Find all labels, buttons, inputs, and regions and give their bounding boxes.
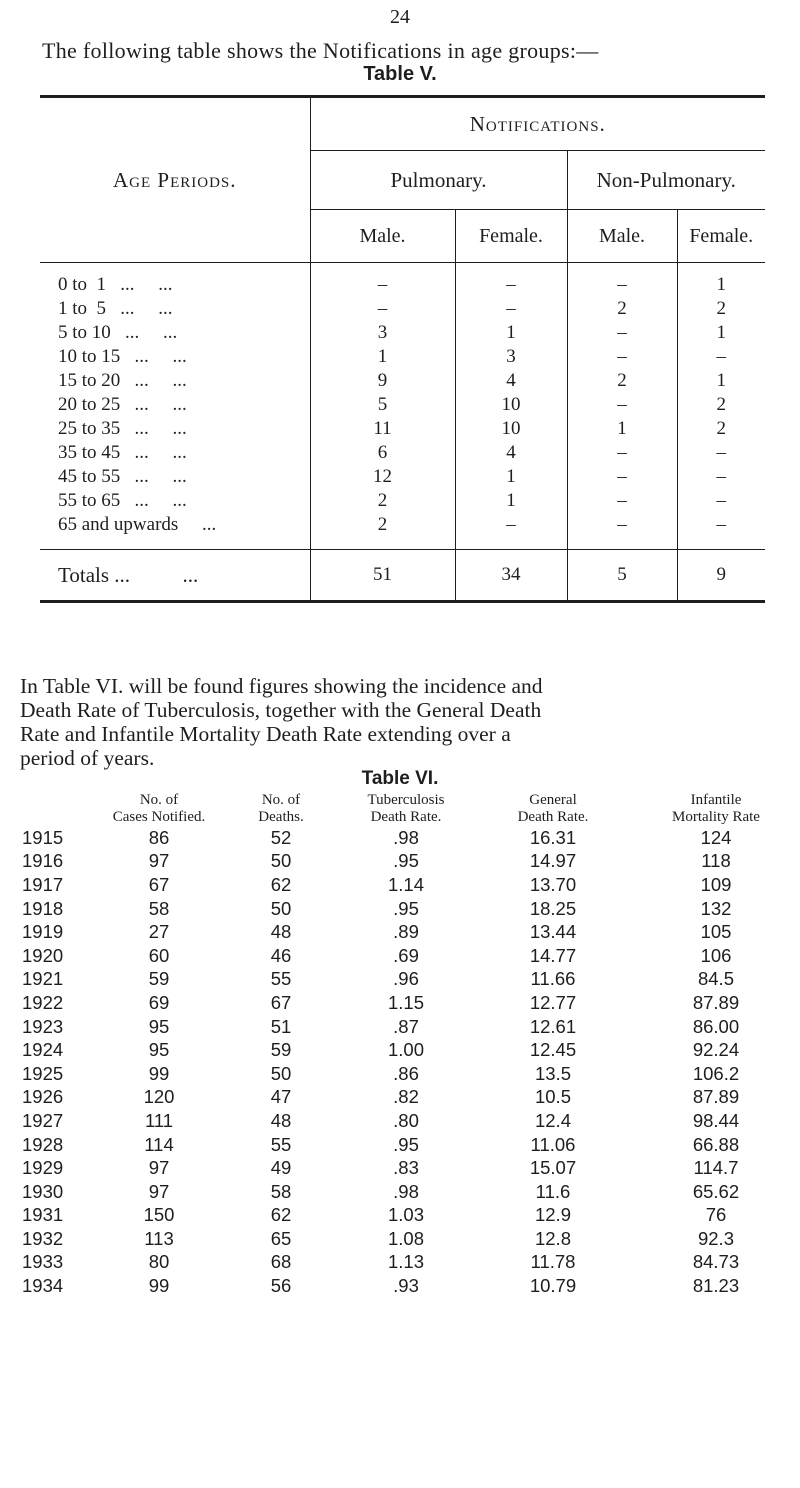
deaths: 55 <box>270 1133 292 1155</box>
non-pulmonary-female: 2 <box>677 297 765 321</box>
non-pulmonary-female: 1 <box>677 321 765 345</box>
deaths: 55 <box>270 968 292 990</box>
deaths: 67 <box>270 991 292 1013</box>
tuberculosis-death-rate: 1.03 <box>387 1204 424 1226</box>
table-v-title: Table V. <box>363 63 437 85</box>
deaths: 59 <box>270 1039 292 1061</box>
non-pulmonary-header: Non-Pulmonary. <box>567 151 765 210</box>
year: 1929 <box>22 1157 64 1179</box>
year-header <box>16 792 98 826</box>
cases-notified: 86 <box>148 826 170 848</box>
table-row <box>16 920 796 944</box>
pulmonary-female: 1 <box>455 489 567 513</box>
infantile-mortality-rate: 87.89 <box>692 1086 740 1108</box>
pulmonary-female: 4 <box>455 441 567 465</box>
table-vi <box>16 792 796 1298</box>
pulmonary-female: – <box>455 297 567 321</box>
table-row <box>16 897 796 921</box>
non-pulmonary-female: – <box>677 465 765 489</box>
table-row <box>16 1156 796 1180</box>
non-pulmonary-male: 1 <box>567 417 677 441</box>
totals-non-pulmonary-male: 5 <box>567 550 677 602</box>
general-death-rate: 14.77 <box>529 944 577 966</box>
deaths: 65 <box>270 1227 292 1249</box>
deaths: 56 <box>270 1275 292 1297</box>
pulmonary-male: 2 <box>310 489 455 513</box>
table-row <box>16 1015 796 1039</box>
table-vi-intro-paragraph <box>20 674 768 770</box>
pulmonary-male: 1 <box>310 345 455 369</box>
infantile-mortality-rate: 98.44 <box>692 1109 740 1131</box>
infantile-mortality-rate: 81.23 <box>692 1275 740 1297</box>
table-row <box>16 1227 796 1251</box>
year: 1926 <box>22 1086 64 1108</box>
deaths: 50 <box>270 850 292 872</box>
cases-notified: 150 <box>143 1204 175 1226</box>
year: 1931 <box>22 1204 64 1226</box>
notifications-header: Notifications. <box>310 97 765 151</box>
table-row <box>40 393 765 417</box>
general-death-rate: 12.8 <box>534 1227 571 1249</box>
non-pulmonary-male: 2 <box>567 369 677 393</box>
infantile-mortality-rate: 92.24 <box>692 1039 740 1061</box>
table-row <box>40 369 765 393</box>
tuberculosis-death-rate: .87 <box>393 1015 419 1037</box>
table-row <box>16 873 796 897</box>
pulmonary-male: 6 <box>310 441 455 465</box>
non-pulmonary-male: – <box>567 345 677 369</box>
infantile-mortality-rate: 105 <box>700 921 732 943</box>
year: 1932 <box>22 1227 64 1249</box>
infantile-mortality-rate: 118 <box>701 850 731 872</box>
table-row <box>40 441 765 465</box>
tuberculosis-death-rate: 1.08 <box>387 1227 424 1249</box>
cases-notified: 60 <box>148 944 170 966</box>
deaths: 50 <box>270 1062 292 1084</box>
cases-notified: 67 <box>148 873 170 895</box>
cases-notified: 114 <box>144 1133 174 1155</box>
infantile-mortality-rate: 86.00 <box>692 1015 740 1037</box>
cases-notified: 120 <box>143 1086 175 1108</box>
cases-notified: 99 <box>148 1275 170 1297</box>
non-pulmonary-male: – <box>567 489 677 513</box>
age-period: 35 to 45 ... ... <box>58 442 187 463</box>
table-row <box>16 850 796 874</box>
table-row <box>16 1251 796 1275</box>
deaths: 58 <box>270 1180 292 1202</box>
pulmonary-female: 10 <box>455 393 567 417</box>
general-death-rate: 10.79 <box>529 1275 577 1297</box>
infantile-mortality-rate: 106.2 <box>692 1062 740 1084</box>
cases-notified: 80 <box>148 1251 170 1273</box>
general-death-rate: 15.07 <box>529 1157 577 1179</box>
age-period: 1 to 5 ... ... <box>58 298 173 319</box>
non-pulmonary-male: – <box>567 263 677 298</box>
table-row <box>16 1109 796 1133</box>
age-period: 10 to 15 ... ... <box>58 346 187 367</box>
deaths: 62 <box>270 1204 292 1226</box>
table-row <box>16 826 796 850</box>
spacer-cell <box>310 537 455 550</box>
infantile-mortality-rate: 87.89 <box>692 991 740 1013</box>
pulmonary-male: – <box>310 263 455 298</box>
pulmonary-header: Pulmonary. <box>310 151 567 210</box>
pulmonary-female: 3 <box>455 345 567 369</box>
general-death-rate-header: General Death Rate. <box>517 792 589 825</box>
table-row <box>40 417 765 441</box>
totals-pulmonary-female: 34 <box>455 550 567 602</box>
cases-notified: 97 <box>148 850 170 872</box>
cases-notified-header: No. of Cases Notified. <box>112 792 206 825</box>
non-pulmonary-male: – <box>567 465 677 489</box>
year: 1919 <box>22 921 64 943</box>
non-pulmonary-female: 2 <box>677 417 765 441</box>
non-pulmonary-female: – <box>677 345 765 369</box>
table-row <box>16 1062 796 1086</box>
non-pulmonary-female: – <box>677 489 765 513</box>
table-row <box>16 1180 796 1204</box>
infantile-mortality-rate-header: Infantile Mortality Rate <box>672 792 760 825</box>
infantile-mortality-rate: 65.62 <box>692 1180 740 1202</box>
table-row <box>16 1274 796 1298</box>
table-row <box>40 345 765 369</box>
page-number: 24 <box>390 6 410 28</box>
cases-notified: 69 <box>148 991 170 1013</box>
pulmonary-female-header: Female. <box>455 210 567 263</box>
cases-notified: 113 <box>144 1227 174 1249</box>
table-row <box>40 513 765 537</box>
year: 1918 <box>22 897 64 919</box>
table-row <box>16 1204 796 1228</box>
infantile-mortality-rate: 114.7 <box>693 1157 739 1179</box>
tuberculosis-death-rate: .86 <box>393 1062 419 1084</box>
tuberculosis-death-rate: 1.14 <box>387 873 424 895</box>
table-row <box>16 1133 796 1157</box>
year: 1922 <box>22 991 64 1013</box>
pulmonary-male: 2 <box>310 513 455 537</box>
age-period: 5 to 10 ... ... <box>58 322 178 343</box>
non-pulmonary-female: – <box>677 513 765 537</box>
spacer-cell <box>677 537 765 550</box>
table-v <box>40 95 765 603</box>
non-pulmonary-male: 2 <box>567 297 677 321</box>
age-periods-header: Age Periods. <box>40 97 310 263</box>
deaths: 62 <box>270 873 292 895</box>
table-row <box>16 1038 796 1062</box>
spacer-row <box>40 537 765 550</box>
year: 1928 <box>22 1133 64 1155</box>
tuberculosis-death-rate: .95 <box>393 850 419 872</box>
cases-notified: 27 <box>148 921 170 943</box>
general-death-rate: 13.5 <box>534 1062 571 1084</box>
deaths: 50 <box>270 897 292 919</box>
infantile-mortality-rate: 84.5 <box>697 968 734 990</box>
year: 1921 <box>22 968 64 990</box>
table-row <box>16 991 796 1015</box>
pulmonary-female: – <box>455 513 567 537</box>
deaths: 47 <box>270 1086 292 1108</box>
table-row <box>40 489 765 513</box>
table-row <box>16 1086 796 1110</box>
non-pulmonary-male: – <box>567 513 677 537</box>
non-pulmonary-male: – <box>567 441 677 465</box>
infantile-mortality-rate: 106 <box>700 944 732 966</box>
year: 1925 <box>22 1062 64 1084</box>
infantile-mortality-rate: 84.73 <box>692 1251 740 1273</box>
year: 1933 <box>22 1251 64 1273</box>
tuberculosis-death-rate: .95 <box>393 897 419 919</box>
spacer-cell <box>40 537 310 550</box>
general-death-rate: 12.9 <box>534 1204 571 1226</box>
cases-notified: 99 <box>148 1062 170 1084</box>
year: 1930 <box>22 1180 64 1202</box>
infantile-mortality-rate: 92.3 <box>697 1227 734 1249</box>
year: 1920 <box>22 944 64 966</box>
cases-notified: 95 <box>148 1015 170 1037</box>
age-period: 45 to 55 ... ... <box>58 466 187 487</box>
deaths: 68 <box>270 1251 292 1273</box>
cases-notified: 58 <box>148 897 170 919</box>
pulmonary-male: 9 <box>310 369 455 393</box>
non-pulmonary-male: – <box>567 393 677 417</box>
non-pulmonary-female: 2 <box>677 393 765 417</box>
paragraph-line: period of years. <box>20 746 155 770</box>
table-row <box>16 944 796 968</box>
pulmonary-male-header: Male. <box>310 210 455 263</box>
non-pulmonary-female-header: Female. <box>677 210 765 263</box>
pulmonary-male: 11 <box>310 417 455 441</box>
tuberculosis-death-rate: 1.15 <box>387 991 424 1013</box>
year: 1923 <box>22 1015 64 1037</box>
paragraph-line: Death Rate of Tuberculosis, together with the General Death <box>20 698 542 722</box>
pulmonary-female: – <box>455 263 567 298</box>
pulmonary-male: 3 <box>310 321 455 345</box>
tuberculosis-death-rate: .98 <box>393 826 419 848</box>
deaths: 48 <box>270 921 292 943</box>
infantile-mortality-rate: 66.88 <box>692 1133 740 1155</box>
tuberculosis-death-rate: .89 <box>393 921 419 943</box>
general-death-rate: 16.31 <box>529 826 577 848</box>
totals-row <box>40 550 765 602</box>
tuberculosis-death-rate: .69 <box>393 944 419 966</box>
year: 1934 <box>22 1275 64 1297</box>
age-period: 55 to 65 ... ... <box>58 490 187 511</box>
year: 1924 <box>22 1039 64 1061</box>
general-death-rate: 11.66 <box>530 968 576 990</box>
deaths-header: No. of Deaths. <box>258 792 304 825</box>
deaths: 49 <box>270 1157 292 1179</box>
general-death-rate: 11.6 <box>535 1180 571 1202</box>
age-period: 65 and upwards ... <box>58 514 217 535</box>
tuberculosis-death-rate: .83 <box>393 1157 419 1179</box>
table-vi-title: Table VI. <box>361 768 439 789</box>
totals-label: Totals ... ... <box>40 550 310 602</box>
paragraph-line: Rate and Infantile Mortality Death Rate extending over a <box>20 722 511 746</box>
year: 1915 <box>22 826 64 848</box>
general-death-rate: 14.97 <box>529 850 577 872</box>
general-death-rate: 12.4 <box>534 1109 571 1131</box>
intro-text: The following table shows the Notifications in age groups:— <box>42 38 599 63</box>
pulmonary-male: – <box>310 297 455 321</box>
pulmonary-female: 10 <box>455 417 567 441</box>
general-death-rate: 11.78 <box>530 1251 576 1273</box>
cases-notified: 59 <box>148 968 170 990</box>
tuberculosis-death-rate: .93 <box>393 1275 419 1297</box>
general-death-rate: 12.77 <box>529 991 577 1013</box>
general-death-rate: 13.70 <box>529 873 577 895</box>
spacer-cell <box>455 537 567 550</box>
spacer-cell <box>567 537 677 550</box>
tuberculosis-death-rate: .95 <box>393 1133 419 1155</box>
cases-notified: 97 <box>148 1157 170 1179</box>
table-row <box>40 321 765 345</box>
general-death-rate: 12.45 <box>529 1039 577 1061</box>
tuberculosis-death-rate-header: Tuberculosis Death Rate. <box>367 792 445 825</box>
year: 1917 <box>22 873 64 895</box>
table-row <box>40 263 765 298</box>
tuberculosis-death-rate: 1.00 <box>387 1039 424 1061</box>
non-pulmonary-male: – <box>567 321 677 345</box>
general-death-rate: 11.06 <box>530 1133 576 1155</box>
totals-pulmonary-male: 51 <box>310 550 455 602</box>
totals-non-pulmonary-female: 9 <box>677 550 765 602</box>
cases-notified: 95 <box>148 1039 170 1061</box>
tuberculosis-death-rate: .82 <box>393 1086 419 1108</box>
tuberculosis-death-rate: .98 <box>393 1180 419 1202</box>
table-row <box>40 465 765 489</box>
paragraph-line: In Table VI. will be found figures showing the incidence and <box>20 674 543 698</box>
infantile-mortality-rate: 124 <box>700 826 732 848</box>
tuberculosis-death-rate: 1.13 <box>387 1251 424 1273</box>
non-pulmonary-female: – <box>677 441 765 465</box>
cases-notified: 111 <box>144 1109 174 1131</box>
pulmonary-male: 12 <box>310 465 455 489</box>
year: 1927 <box>22 1109 64 1131</box>
year: 1916 <box>22 850 64 872</box>
general-death-rate: 10.5 <box>534 1086 571 1108</box>
tuberculosis-death-rate: .96 <box>393 968 419 990</box>
deaths: 48 <box>270 1109 292 1131</box>
tuberculosis-death-rate: .80 <box>393 1109 419 1131</box>
age-period: 20 to 25 ... ... <box>58 394 187 415</box>
non-pulmonary-male-header: Male. <box>567 210 677 263</box>
cases-notified: 97 <box>148 1180 170 1202</box>
deaths: 52 <box>270 826 292 848</box>
pulmonary-male: 5 <box>310 393 455 417</box>
non-pulmonary-female: 1 <box>677 263 765 298</box>
infantile-mortality-rate: 109 <box>700 873 732 895</box>
infantile-mortality-rate: 132 <box>700 897 732 919</box>
table-row <box>16 968 796 992</box>
pulmonary-female: 4 <box>455 369 567 393</box>
non-pulmonary-female: 1 <box>677 369 765 393</box>
general-death-rate: 12.61 <box>529 1015 577 1037</box>
table-row <box>40 297 765 321</box>
general-death-rate: 13.44 <box>529 921 577 943</box>
age-period: 0 to 1 ... ... <box>58 274 173 295</box>
general-death-rate: 18.25 <box>529 897 577 919</box>
deaths: 46 <box>270 944 292 966</box>
infantile-mortality-rate: 76 <box>705 1204 727 1226</box>
deaths: 51 <box>270 1015 292 1037</box>
pulmonary-female: 1 <box>455 465 567 489</box>
pulmonary-female: 1 <box>455 321 567 345</box>
age-period: 15 to 20 ... ... <box>58 370 187 391</box>
age-period: 25 to 35 ... ... <box>58 418 187 439</box>
